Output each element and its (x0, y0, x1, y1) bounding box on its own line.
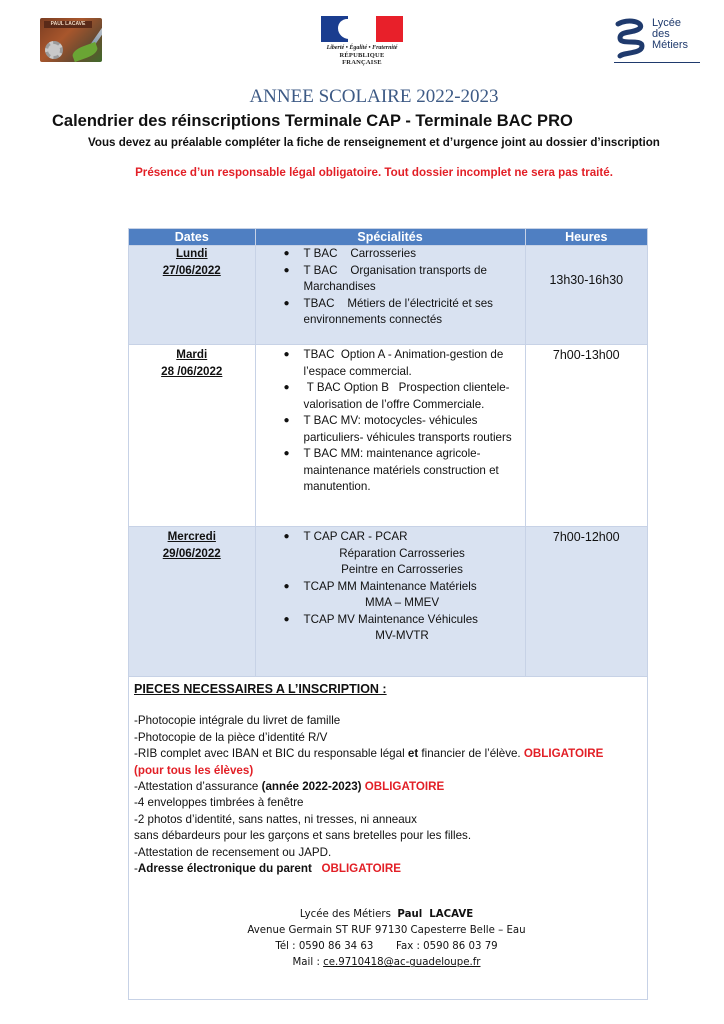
date-cell (129, 527, 256, 677)
column-header-specialites: Spécialités (255, 229, 525, 246)
specialty-subtext: Réparation Carrosseries (339, 546, 465, 560)
pieces-cell (129, 677, 648, 1000)
specialty-text: T BAC Carrosseries (303, 247, 417, 260)
hours-cell: 7h00-12h00 (525, 527, 647, 677)
gear-icon (45, 41, 63, 59)
school-logo-icon (40, 18, 102, 62)
list-item (283, 529, 525, 579)
page-title: Calendrier des réinscriptions Terminale CAP - Terminale BAC PRO (52, 112, 573, 130)
specialty-text: TCAP MV Maintenance Véhicules (303, 612, 478, 626)
specialty-text: T BAC MM: maintenance agricole-maintenance matériels construction et manutention. (303, 447, 503, 493)
lycee-des-metiers-logo-icon (612, 14, 704, 66)
piece-text-bold: (année 2022-2023) (261, 780, 362, 794)
specialty-text: T CAP CAR - PCAR (303, 530, 408, 543)
obligatoire-label: OBLIGATOIRE (361, 780, 445, 794)
mail-label: Mail : (292, 957, 324, 969)
republic-motto: Liberté • Égalité • Fraternité (326, 45, 398, 51)
date-cell (129, 345, 256, 527)
obligatoire-label: OBLIGATOIRE (311, 862, 401, 876)
piece-item: -Attestation de recensement ou JAPD. (134, 845, 332, 859)
date-cell (129, 246, 256, 345)
flag-icon (321, 16, 403, 42)
piece-text: - (134, 862, 138, 876)
list-item (283, 380, 525, 413)
schedule-table (128, 228, 648, 1000)
list-item (283, 413, 525, 446)
specialty-subtext: Peintre en Carrosseries (341, 563, 463, 576)
specialty-text: T BAC Organisation transports de Marchandises (303, 263, 491, 293)
day-label: Mardi (176, 348, 208, 361)
specialty-text: T BAC MV: motocycles- véhicules particuliers- véhicules transports routiers (303, 414, 512, 444)
bullet-icon: ● (283, 264, 290, 276)
specialty-text: TCAP MM Maintenance Matériels (303, 579, 477, 593)
swirl-icon (614, 16, 648, 60)
hours-cell: 13h30-16h30 (525, 246, 647, 345)
list-item (283, 612, 525, 645)
specialty-text: T BAC Option B Prospection clientele-valorisation de l’offre Commerciale. (303, 381, 510, 411)
bullet-icon: ● (283, 580, 290, 592)
piece-text: -Attestation d’assurance (134, 780, 262, 794)
hours-cell: 7h00-13h00 (525, 345, 647, 527)
specialties-cell (255, 246, 525, 345)
pieces-row (129, 677, 648, 1000)
school-contact (134, 907, 647, 971)
piece-item: -2 photos d’identité, sans nattes, ni tresses, ni anneaux (134, 812, 417, 826)
school-phone-fax: Tél : 0590 86 34 63 Fax : 0590 86 03 79 (275, 941, 498, 953)
specialty-text: TBAC Métiers de l’électricité et ses environnements connectés (303, 296, 497, 326)
date-label: 29/06/2022 (162, 546, 221, 560)
pieces-title: PIECES NECESSAIRES A L’INSCRIPTION : (134, 682, 387, 696)
school-name: Paul LACAVE (397, 909, 474, 921)
bullet-icon: ● (283, 248, 290, 259)
bullet-icon: ● (283, 349, 290, 360)
bullet-icon: ● (283, 415, 290, 426)
piece-text: financier de l’élève. (418, 747, 524, 761)
piece-text-bold: et (407, 747, 419, 761)
logo-text-lycee: Lycée (652, 17, 681, 29)
piece-text: -RIB complet avec IBAN et BIC du responsable légal (134, 747, 408, 761)
table-row (129, 527, 648, 677)
logo-text-metiers: Métiers (652, 39, 689, 51)
column-header-dates: Dates (129, 229, 256, 246)
bullet-icon: ● (283, 531, 290, 542)
date-label: 28 /06/2022 (161, 364, 223, 378)
mail-link[interactable]: ce.9710418@ac-guadeloupe.fr (323, 957, 481, 969)
piece-item: sans débardeurs pour les garçons et sans bretelles pour les filles. (134, 829, 472, 843)
school-name-line (134, 907, 639, 923)
piece-item: -Photocopie intégrale du livret de famille (134, 714, 341, 728)
table-row (129, 345, 648, 527)
day-label: Lundi (175, 247, 208, 260)
piece-item (134, 779, 647, 795)
school-address: Avenue Germain ST RUF 97130 Capesterre Belle – Eau (247, 925, 526, 937)
column-header-heures: Heures (525, 229, 647, 246)
school-mail-line (134, 955, 639, 971)
school-year-title: ANNEE SCOLAIRE 2022-2023 (249, 86, 499, 107)
list-item (283, 347, 525, 380)
republique-francaise-label: RÉPUBLIQUE FRANÇAISE (339, 52, 385, 66)
date-label: 27/06/2022 (162, 263, 221, 277)
marianne-logo-icon (320, 16, 404, 66)
logo-text-des: des (652, 28, 670, 40)
piece-item (134, 861, 647, 877)
instruction-text: Vous devez au préalable compléter la fiche de renseignement et d’urgence joint au dossier d’inscription (88, 136, 660, 149)
piece-item: -4 enveloppes timbrées à fenêtre (134, 796, 304, 810)
specialties-cell (255, 345, 525, 527)
list-item (283, 246, 525, 263)
school-prefix: Lycée des Métiers (299, 909, 398, 921)
table-row (129, 246, 648, 345)
bullet-icon: ● (283, 448, 290, 459)
specialty-text: TBAC Option A - Animation-gestion de l’espace commercial. (303, 348, 507, 378)
piece-item: -Photocopie de la pièce d’identité R/V (134, 730, 328, 744)
table-header-row (129, 229, 648, 246)
piece-text-bold: Adresse électronique du parent (137, 862, 312, 876)
list-item (283, 579, 525, 612)
list-item (283, 263, 525, 296)
piece-item (134, 746, 647, 762)
logo-banner-text: PAUL LACAVE (44, 21, 92, 28)
bullet-icon: ● (283, 613, 290, 625)
list-item (283, 296, 525, 329)
specialties-cell (255, 527, 525, 677)
list-item (283, 446, 525, 496)
specialty-subtext: MMA – MMEV (364, 596, 440, 609)
bullet-icon: ● (283, 297, 290, 309)
warning-text: Présence d’un responsable légal obligatoire. Tout dossier incomplet ne sera pas traité. (135, 166, 613, 179)
piece-item-note: (pour tous les élèves) (134, 763, 254, 777)
leaf-icon (71, 42, 100, 62)
bullet-icon: ● (283, 382, 290, 393)
day-label: Mercredi (167, 530, 216, 543)
specialty-subtext: MV-MVTR (375, 629, 429, 642)
obligatoire-label: OBLIGATOIRE (523, 747, 604, 761)
logo-rule (614, 62, 700, 63)
